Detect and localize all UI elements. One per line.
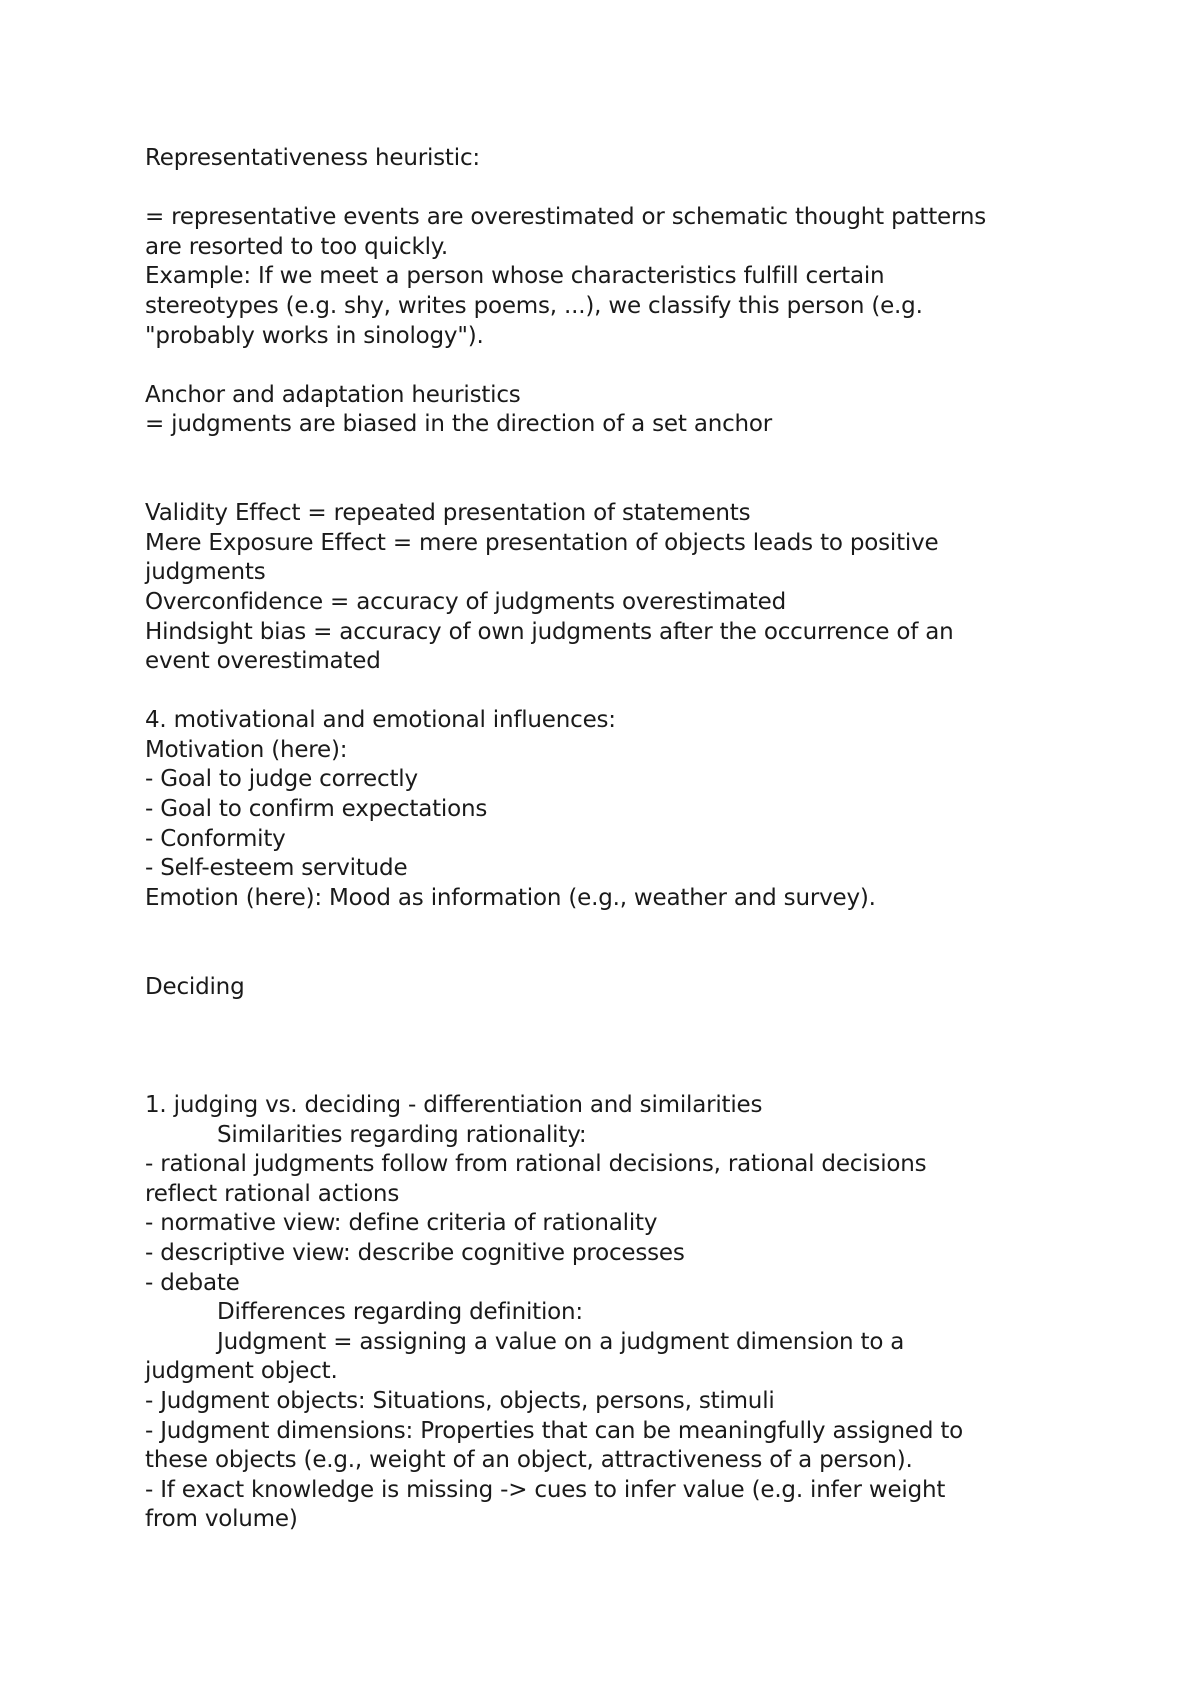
text-line: Hindsight bias = accuracy of own judgments after the occurrence of an (145, 618, 954, 645)
list-item: - Self-esteem servitude (145, 855, 408, 882)
text-line: reflect rational actions (145, 1180, 400, 1207)
subheading-differences: Differences regarding definition: (217, 1299, 583, 1326)
heading-motivational: 4. motivational and emotional influences: (145, 707, 616, 734)
text-line: judgment object. (145, 1358, 338, 1385)
heading-judging-vs-deciding: 1. judging vs. deciding - differentiation and similarities (145, 1092, 763, 1118)
blank-line (145, 1061, 1105, 1091)
list-item: - Goal to confirm expectations (145, 796, 488, 823)
list-item: - If exact knowledge is missing -> cues to infer value (e.g. infer weight (145, 1476, 946, 1503)
blank-line (145, 351, 1105, 381)
list-item: - Judgment objects: Situations, objects, persons, stimuli (145, 1387, 775, 1414)
list-item: - Judgment dimensions: Properties that can be meaningfully assigned to (145, 1417, 964, 1444)
text-line: = representative events are overestimated or schematic thought patterns (145, 204, 987, 231)
blank-line (145, 440, 1105, 499)
list-item: - normative view: define criteria of rationality (145, 1210, 658, 1237)
subheading-similarities: Similarities regarding rationality: (217, 1121, 587, 1148)
text-line: event overestimated (145, 648, 381, 675)
heading-representativeness: Representativeness heuristic: (145, 145, 480, 171)
text-line: Emotion (here): Mood as information (e.g., weather and survey). (145, 884, 876, 911)
text-line: Validity Effect = repeated presentation of statements (145, 500, 751, 527)
heading-deciding: Deciding (145, 973, 245, 1000)
blank-line (145, 174, 1105, 204)
list-item: - debate (145, 1269, 240, 1296)
list-item: - rational judgments follow from rational decisions, rational decisions (145, 1151, 927, 1178)
list-item: - Goal to judge correctly (145, 766, 418, 793)
text-line: "probably works in sinology"). (145, 322, 484, 349)
blank-line (145, 1002, 1105, 1061)
text-line: Motivation (here): (145, 736, 348, 763)
text-line: are resorted to too quickly. (145, 233, 449, 260)
blank-line (145, 913, 1105, 972)
document-body (145, 144, 1105, 1535)
text-line: Mere Exposure Effect = mere presentation of objects leads to positive (145, 529, 939, 556)
text-line: from volume) (145, 1506, 298, 1533)
text-line: judgments (145, 559, 266, 586)
text-line: stereotypes (e.g. shy, writes poems, ...), we classify this person (e.g. (145, 292, 923, 319)
text-line: Overconfidence = accuracy of judgments overestimated (145, 588, 786, 615)
text-line: Judgment = assigning a value on a judgment dimension to a (217, 1328, 905, 1355)
text-line: = judgments are biased in the direction of a set anchor (145, 411, 773, 438)
text-line: Example: If we meet a person whose characteristics fulfill certain (145, 263, 885, 290)
list-item: - descriptive view: describe cognitive processes (145, 1239, 685, 1266)
blank-line (145, 677, 1105, 707)
text-line: these objects (e.g., weight of an object, attractiveness of a person). (145, 1447, 913, 1474)
heading-anchor: Anchor and adaptation heuristics (145, 381, 521, 408)
list-item: - Conformity (145, 825, 286, 852)
